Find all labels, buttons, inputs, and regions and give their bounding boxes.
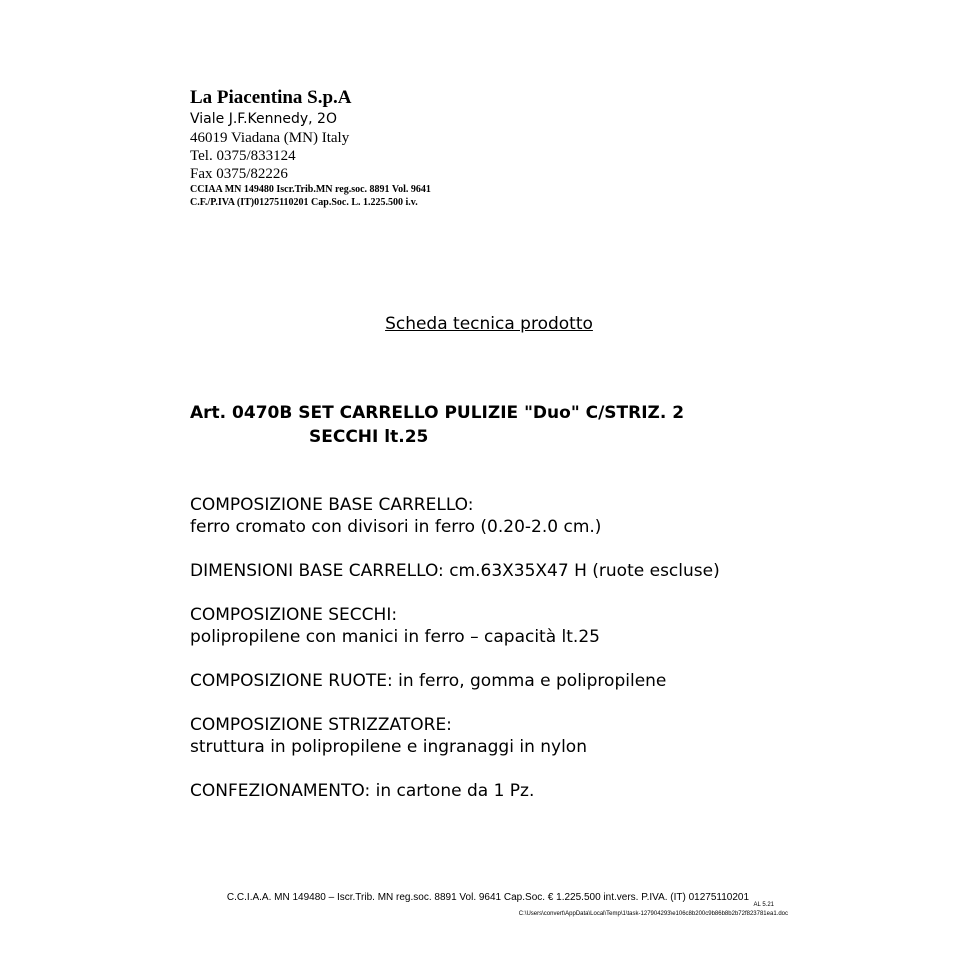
spec-text: DIMENSIONI BASE CARRELLO: cm.63X35X47 H (ruote escluse) — [190, 561, 720, 581]
company-registry: CCIAA MN 149480 Iscr.Trib.MN reg.soc. 8891 Vol. 9641 — [190, 184, 431, 195]
company-fax: Fax 0375/82226 — [190, 166, 288, 182]
article-heading-line-2: SECCHI lt.25 — [309, 427, 429, 447]
footer-code: AL 5.21 — [753, 902, 774, 908]
spec-label: COMPOSIZIONE STRIZZATORE: — [190, 715, 452, 735]
spec-value: ferro cromato con divisori in ferro (0.20-2.0 cm.) — [190, 517, 602, 537]
spec-value: struttura in polipropilene e ingranaggi in nylon — [190, 737, 587, 757]
document-title: Scheda tecnica prodotto — [385, 314, 593, 334]
article-heading-line-1: Art. 0470B SET CARRELLO PULIZIE "Duo" C/STRIZ. 2 — [190, 403, 685, 423]
spec-base-dimensions — [190, 560, 720, 582]
spec-label: COMPOSIZIONE SECCHI: — [190, 605, 398, 625]
specifications — [190, 494, 720, 824]
footer-file-path: C:\Users\convert\AppData\Local\Temp\1\task-127904293\e106c8b200c9b86b8b2b72f823781ea1.doc — [518, 911, 788, 917]
spec-value: polipropilene con manici in ferro – capacità lt.25 — [190, 627, 600, 647]
spec-buckets-composition — [190, 604, 720, 648]
spec-wringer-composition — [190, 714, 720, 758]
spec-base-composition — [190, 494, 720, 538]
company-street: Viale J.F.Kennedy, 2O — [190, 111, 337, 127]
spec-label: COMPOSIZIONE BASE CARRELLO: — [190, 495, 474, 515]
spec-text: COMPOSIZIONE RUOTE: in ferro, gomma e polipropilene — [190, 671, 667, 691]
article-heading — [190, 401, 684, 449]
spec-packaging — [190, 780, 720, 802]
footer-legal: C.C.I.A.A. MN 149480 – Iscr.Trib. MN reg.soc. 8891 Vol. 9641 Cap.Soc. € 1.225.500 int.vers. P.IVA. (IT) 01275110201 — [226, 892, 750, 903]
letterhead — [190, 86, 431, 209]
company-name: La Piacentina S.p.A — [190, 87, 352, 108]
spec-text: CONFEZIONAMENTO: in cartone da 1 Pz. — [190, 781, 535, 801]
company-city: 46019 Viadana (MN) Italy — [190, 130, 350, 146]
company-phone: Tel. 0375/833124 — [190, 148, 296, 164]
spec-wheels-composition — [190, 670, 720, 692]
company-vat: C.F./P.IVA (IT)01275110201 Cap.Soc. L. 1.225.500 i.v. — [190, 197, 418, 208]
